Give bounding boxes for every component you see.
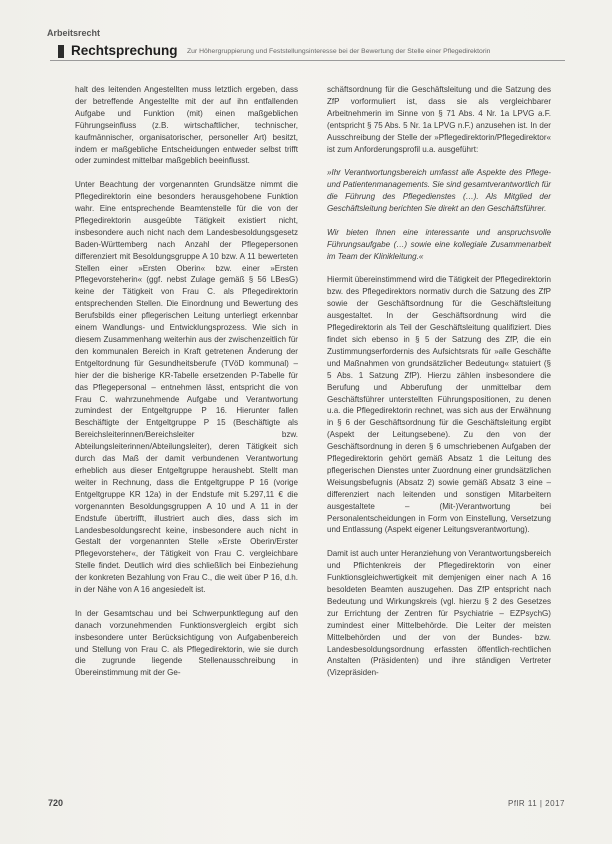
page-subtitle: Zur Höhergruppierung und Feststellungsinteresse bei der Bewertung der Stelle einer Pflegedirektorin xyxy=(187,48,491,55)
paragraph: halt des leitenden Angestellten muss letztlich ergeben, dass der betreffende Angestellte mit der auf ihn entfallenden Aufgabe und Funktion (mit) einen maßgeblichen Führungseinfluss (z.B. wirtschaftlicher, technischer, kaufmännischer, organisatorischer, personeller Art) besitzt, indem er maßgebliche Entscheidungen entweder selbst trifft oder zumindest mittelbar maßgeblich beeinflusst. xyxy=(75,85,298,166)
paragraph: Damit ist auch unter Heranziehung von Verantwortungsbereich und Pflichtenkreis der Pflegedirektorin von einer Funktionsgleichwertigkeit mit demjenigen einer nach A 16 besoldeten Beamten auszugehen. Das ZfP entspricht nach Bedeutung und Wirkungskreis (vgl. hierzu § 2 des Gesetzes zur Errichtung der Zentren für Psychiatrie – EZPsychG) zumindest einer Mittelbehörde. Die Leiter der meisten Mittelbehörden und der von der Bundes- bzw. Landesbesoldungsordnung erfassten öffentlich-rechtlichen Anstalten (Präsidenten) und ihre ständigen Vertreter (Vizepräsiden- xyxy=(327,549,551,678)
issue-label: PflR 11 | 2017 xyxy=(508,799,565,808)
quote-paragraph: Wir bieten Ihnen eine interessante und anspruchsvolle Führungsaufgabe (…) sowie eine kollegiale Zusammenarbeit im Team der Klinikleitung.« xyxy=(327,227,551,261)
paragraph: In der Gesamtschau und bei Schwerpunktlegung auf den danach vorzunehmenden Funktionsvergleich ergibt sich insbesondere unter Berücksichtigung von Aufgabenbereich und Stellung von Frau C. als Pflegedirektorin, wie sie durch die zugrunde liegende Stellenausschreibung in Übereinstimmung mit der Ge- xyxy=(75,608,298,678)
page-title: Rechtsprechung xyxy=(71,43,178,58)
paragraph: Hiermit übereinstimmend wird die Tätigkeit der Pflegedirektorin bzw. des Pflegedirektors normativ durch die Satzung des ZfP sowie der Geschäftsordnung für die Geschäftsleitung ausgestaltet. In der Geschäftsordnung wird die Pflegedirektorin als Teil der Geschäftsleitung qualifiziert. Dies findet sich ebenso in § 5 der Satzung des ZfP, die ein Zustimmungserfordernis des Aufsichtsrats für »alle Geschäfte und Maßnahmen von grundsätzlicher Bedeutung« statuiert (§ 5 Abs. 1 Satzung ZfP). Hierzu zählen insbesondere die Berufung und Abberufung der unmittelbar dem Geschäftsführer unterstellten Führungspositionen, zu denen u.a. die Pflegedirektorin rechnet, was sich aus der Erwähnung in § 6 der Geschäftsordnung für die Geschäftsleitung ergibt (Aspekt der Leitungsebene). Zu den von der Geschäftsordnung in deren § 6 umschriebenen Aufgaben der Pflegedirektorin gehört gemäß Absatz 1 die Leitung des pflegerischen Dienstes unter Zuordnung einer grundsätzlichen Weisungsbefugnis (Absatz 2) sowie gemäß Absatz 3 eine – differenziert nach leitenden und sonstigen Mitarbeitern ausgestaltete – (Mit-)Verantwortung bei Personalentscheidungen in Form von Einstellung, Versetzung und Entlassung (Aspekt eigener Leitungsverantwortung). xyxy=(327,275,551,535)
quote-paragraph: »Ihr Verantwortungsbereich umfasst alle Aspekte des Pflege- und Patientenmanagements. Sie sind gesamtverantwortlich für die Führung des Pflegedienstes (…). Als Mitglied der Geschäftsleitung berichten Sie direkt an den Geschäftsführer. xyxy=(327,168,551,214)
section-marker xyxy=(58,45,64,58)
paragraph: schäftsordnung für die Geschäftsleitung und die Satzung des ZfP vorformuliert ist, dass sie als vergleichbarer Arbeitnehmerin im Sinne von § 71 Abs. 4 Nr. 1a LPVG a.F. (entspricht § 75 Abs. 5 Nr. 1a LPVG n.F.) anzusehen ist. In der Ausschreibung der Stelle der »Pflegedirektorin/Pflegedirektor« ist zum Anforderungsprofil u.a. ausgeführt: xyxy=(327,85,551,154)
paragraph: Unter Beachtung der vorgenannten Grundsätze nimmt die Pflegedirektorin eine besonders herausgehobene Funktion wahr. Eine entsprechende Beamtenstelle für die von der Pflegedirektorin ausgeübte Tätigkeit existiert nicht, insbesondere auch nicht nach dem Landesbesoldungsgesetz Baden-Württemberg nach Anzahl der Pflegepersonen differenziert mit Besoldungsgruppe A 10 bzw. A 11 bewerteten Stellen einer »Ersten Oberin« bzw. einer »Ersten Pflegevorsteherin« (ggf. nebst Zulage gemäß § 56 LBesG) keine der Tätigkeit von Frau C. als Pflegedirektorin entsprechenden Stellen. Die Einordnung und Bewertung des Berufsbilds einer pflegerischen Leitung unterliegt erkennbar einem Wandlungs- und Entwicklungsprozess. Wie sich in diesem Zusammenhang weiterhin aus der zwischenzeitlich für den kommunalen Bereich in Kraft getretenen Änderung der Entgeltordnung für Gesundheitsberufe (TVöD kommunal) – hier der die bisherige KR-Tabelle ersetzenden P-Tabelle für das Pflegepersonal – entnehmen lässt, entspricht die von Frau C. wahrzunehmende Aufgabe und Verantwortung zumindest der Entgeltgruppe P 16. Hierunter fallen Beschäftigte der Entgeltgruppe P 15 (Beschäftigte als Bereichsleiterinnen/Bereichsleiter bzw. Abteilungsleiterinnen/Abteilungsleiter), deren Tätigkeit sich durch das Maß der damit verbundenen Verantwortung erheblich aus dieser Entgeltgruppe heraushebt. Stellt man weiter in Rechnung, dass die Entgeltgruppe P 16 (vorige Entgeltgruppe KR 12a) in der Endstufe mit 5.297,11 € die vorgenannten Besoldungsgruppen A 10 und A 11 in der Endstufe übertrifft, illustriert auch dies, dass sich im Landesbesoldungsrecht keine, insbesondere auch nicht in Gestalt der vorgenannten Stelle »Erste Oberin/Erster Pflegevorsteher«, der Tätigkeit von Frau C. vergleichbare Stelle findet. Deutlich wird dies schließlich bei Einbeziehung der konkreten Bezahlung von Frau C., die weit über P 16, d.h. in der Nähe von A 16 angesiedelt ist. xyxy=(75,180,298,595)
page-number: 720 xyxy=(48,798,64,808)
right-column xyxy=(327,84,551,691)
left-column xyxy=(75,84,298,691)
section-label: Arbeitsrecht xyxy=(47,28,101,38)
